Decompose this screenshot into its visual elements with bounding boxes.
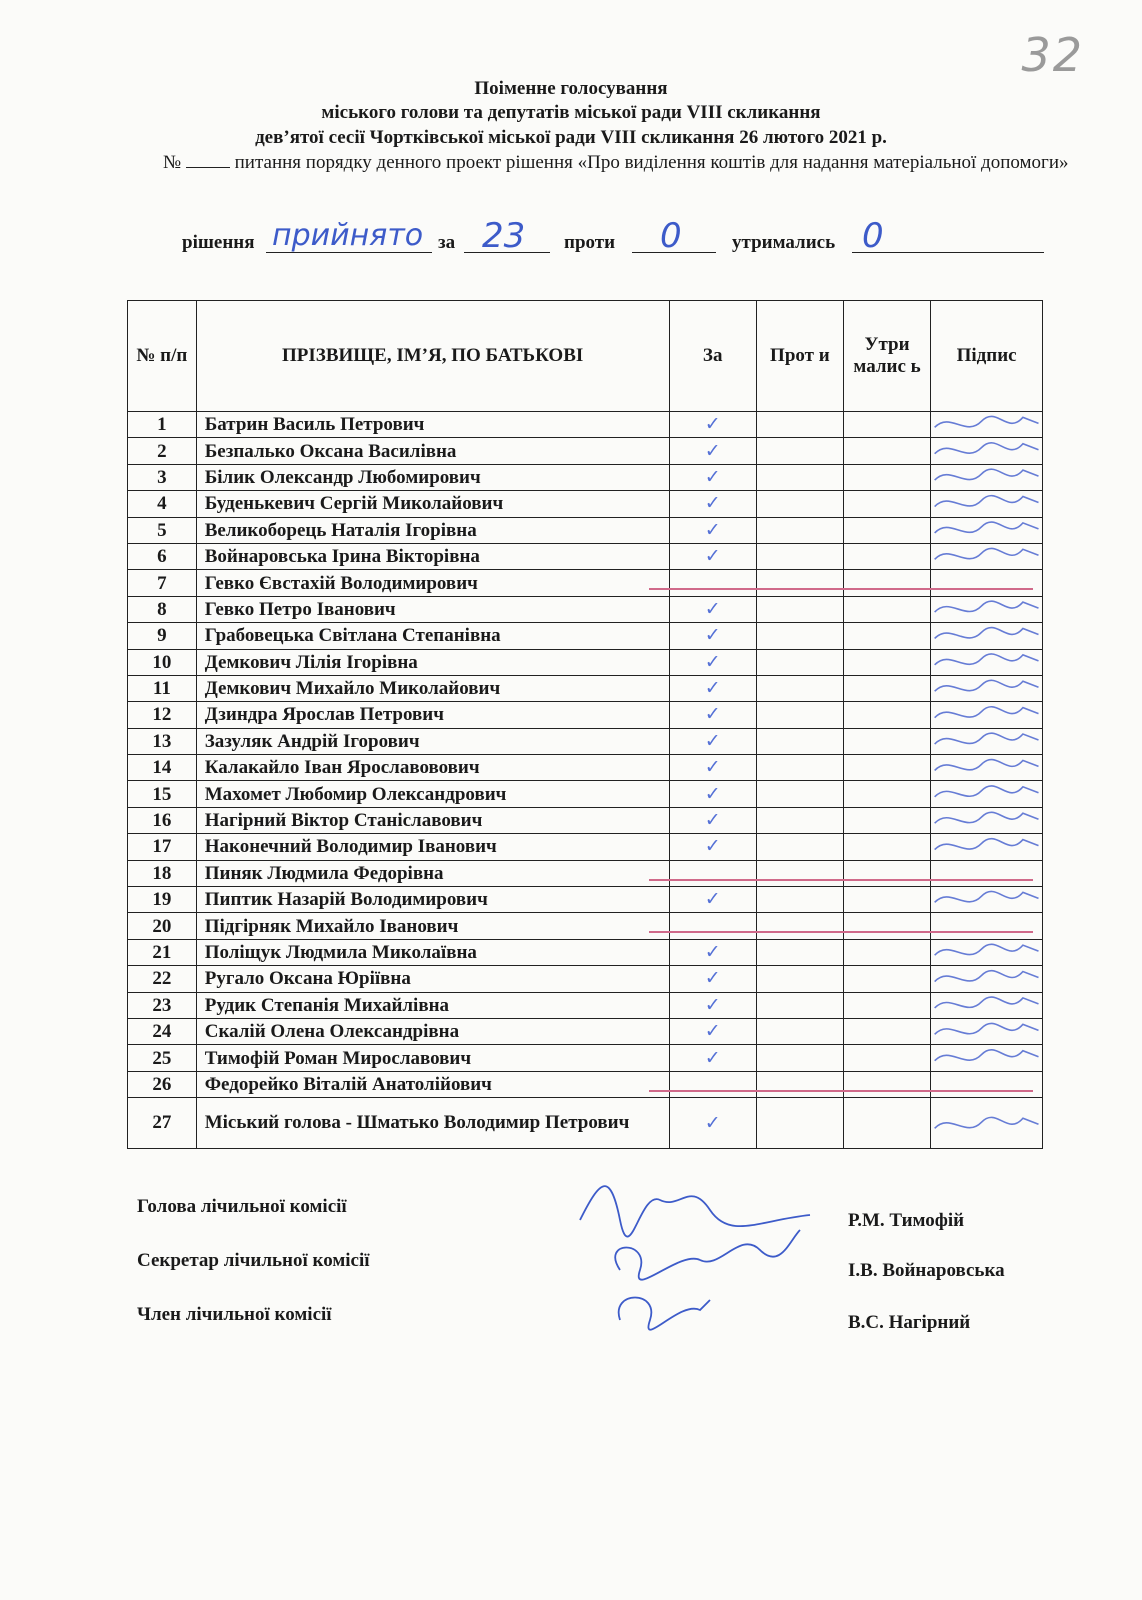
- row-name: Підгірняк Михайло Іванович: [196, 913, 669, 939]
- signature-cell: [931, 966, 1043, 992]
- header-number: № п/п: [128, 301, 197, 412]
- member-label: Член лічильної комісії: [137, 1304, 332, 1325]
- row-number: 6: [128, 543, 197, 569]
- decision-label: рішення: [182, 232, 255, 253]
- decision-value-handwritten: прийнято: [272, 218, 424, 253]
- row-number: 15: [128, 781, 197, 807]
- signature-cell: [931, 939, 1043, 965]
- table-row: [128, 412, 1043, 438]
- vote-abstained-cell: [843, 939, 930, 965]
- row-number: 23: [128, 992, 197, 1018]
- abstained-label: утримались: [732, 232, 836, 253]
- page-number: 32: [1021, 28, 1084, 82]
- signature-cell: [931, 781, 1043, 807]
- absent-strike-line: [649, 588, 1032, 590]
- table-row: [128, 517, 1043, 543]
- row-number: 13: [128, 728, 197, 754]
- vote-abstained-cell: [843, 966, 930, 992]
- vote-abstained-cell: [843, 755, 930, 781]
- question-text: питання порядку денного проект рішення «Про виділення коштів для надання матеріальної допомоги»: [234, 152, 1069, 173]
- signature-cell: [931, 913, 1043, 939]
- vote-table: [127, 300, 1043, 1149]
- signature-cell: [931, 517, 1043, 543]
- member-signature: [619, 1298, 710, 1330]
- vote-against-cell: [756, 1045, 843, 1071]
- table-row: [128, 702, 1043, 728]
- vote-for-mark: ✓: [669, 728, 756, 754]
- vote-against-cell: [756, 834, 843, 860]
- vote-abstained-cell: [843, 412, 930, 438]
- row-number: 5: [128, 517, 197, 543]
- signature-cell: [931, 491, 1043, 517]
- table-row: [128, 781, 1043, 807]
- vote-for-mark: ✓: [669, 834, 756, 860]
- against-label: проти: [564, 232, 616, 253]
- vote-against-cell: [756, 860, 843, 886]
- table-row: [128, 728, 1043, 754]
- row-name: Пиняк Людмила Федорівна: [196, 860, 669, 886]
- signature-cell: [931, 807, 1043, 833]
- table-row: [128, 438, 1043, 464]
- vote-for-mark: [669, 913, 756, 939]
- vote-against-cell: [756, 939, 843, 965]
- row-number: 19: [128, 887, 197, 913]
- vote-against-cell: [756, 596, 843, 622]
- signature-cell: [931, 728, 1043, 754]
- question-number-sign: №: [163, 152, 182, 173]
- row-name: Буденькевич Сергій Миколайович: [196, 491, 669, 517]
- vote-abstained-cell: [843, 1098, 930, 1149]
- vote-abstained-cell: [843, 596, 930, 622]
- header-for: За: [669, 301, 756, 412]
- table-row: [128, 913, 1043, 939]
- chair-label: Голова лічильної комісії: [137, 1196, 347, 1217]
- table-header-row: [128, 301, 1043, 412]
- table-row: [128, 939, 1043, 965]
- vote-against-cell: [756, 675, 843, 701]
- secretary-signature: [615, 1230, 800, 1280]
- title-line-1: Поіменне голосування: [474, 78, 668, 99]
- row-number: 1: [128, 412, 197, 438]
- vote-abstained-cell: [843, 1018, 930, 1044]
- signature-cell: [931, 543, 1043, 569]
- for-label: за: [438, 232, 456, 253]
- row-name: Поліщук Людмила Миколаївна: [196, 939, 669, 965]
- row-name: Федорейко Віталій Анатолійович: [196, 1071, 669, 1097]
- vote-abstained-cell: [843, 781, 930, 807]
- signature-cell: [931, 412, 1043, 438]
- vote-abstained-cell: [843, 438, 930, 464]
- vote-against-cell: [756, 966, 843, 992]
- row-name: Безпалько Оксана Василівна: [196, 438, 669, 464]
- vote-abstained-cell: [843, 887, 930, 913]
- row-number: 24: [128, 1018, 197, 1044]
- vote-for-mark: ✓: [669, 1098, 756, 1149]
- vote-for-mark: ✓: [669, 596, 756, 622]
- vote-against-cell: [756, 992, 843, 1018]
- against-underline: [632, 252, 716, 253]
- vote-against-cell: [756, 781, 843, 807]
- row-number: 18: [128, 860, 197, 886]
- vote-abstained-cell: [843, 464, 930, 490]
- vote-against-cell: [756, 623, 843, 649]
- vote-for-mark: ✓: [669, 517, 756, 543]
- row-name: Махомет Любомир Олександрович: [196, 781, 669, 807]
- vote-against-cell: [756, 913, 843, 939]
- table-row: [128, 755, 1043, 781]
- vote-for-mark: ✓: [669, 464, 756, 490]
- vote-against-cell: [756, 412, 843, 438]
- table-row: [128, 1098, 1043, 1149]
- absent-strike-line: [649, 1090, 1032, 1092]
- commission-signatures: [560, 1160, 860, 1360]
- table-row: [128, 834, 1043, 860]
- vote-for-mark: ✓: [669, 675, 756, 701]
- row-number: 7: [128, 570, 197, 596]
- header-name: ПРІЗВИЩЕ, ІМ’Я, ПО БАТЬКОВІ: [196, 301, 669, 412]
- vote-for-mark: ✓: [669, 755, 756, 781]
- row-name: Нагірний Віктор Станіславович: [196, 807, 669, 833]
- vote-abstained-cell: [843, 992, 930, 1018]
- vote-against-cell: [756, 807, 843, 833]
- secretary-name: І.В. Войнаровська: [848, 1260, 1005, 1281]
- vote-abstained-cell: [843, 860, 930, 886]
- vote-for-mark: ✓: [669, 939, 756, 965]
- row-number: 10: [128, 649, 197, 675]
- table-row: [128, 596, 1043, 622]
- row-name: Скалій Олена Олександрівна: [196, 1018, 669, 1044]
- table-row: [128, 649, 1043, 675]
- against-value-handwritten: 0: [660, 216, 682, 256]
- vote-abstained-cell: [843, 491, 930, 517]
- title-line-3: дев’ятої сесії Чортківської міської ради VIII скликання 26 лютого 2021 р.: [255, 127, 887, 148]
- decision-underline: [266, 252, 432, 253]
- vote-for-mark: ✓: [669, 491, 756, 517]
- vote-against-cell: [756, 570, 843, 596]
- signature-cell: [931, 860, 1043, 886]
- row-number: 2: [128, 438, 197, 464]
- vote-for-mark: ✓: [669, 649, 756, 675]
- vote-abstained-cell: [843, 834, 930, 860]
- row-name: Калакайло Іван Ярославовович: [196, 755, 669, 781]
- vote-for-mark: [669, 1071, 756, 1097]
- vote-for-mark: ✓: [669, 702, 756, 728]
- vote-against-cell: [756, 491, 843, 517]
- row-name: Батрин Василь Петрович: [196, 412, 669, 438]
- table-row: [128, 1045, 1043, 1071]
- vote-against-cell: [756, 728, 843, 754]
- signature-cell: [931, 1018, 1043, 1044]
- vote-against-cell: [756, 649, 843, 675]
- vote-abstained-cell: [843, 913, 930, 939]
- table-row: [128, 464, 1043, 490]
- vote-abstained-cell: [843, 807, 930, 833]
- vote-abstained-cell: [843, 570, 930, 596]
- header-signature: Підпис: [931, 301, 1043, 412]
- table-row: [128, 992, 1043, 1018]
- row-name: Демкович Лілія Ігорівна: [196, 649, 669, 675]
- vote-against-cell: [756, 702, 843, 728]
- signature-cell: [931, 675, 1043, 701]
- row-name: Зазуляк Андрій Ігорович: [196, 728, 669, 754]
- table-row: [128, 570, 1043, 596]
- vote-abstained-cell: [843, 517, 930, 543]
- chair-signature: [580, 1186, 810, 1236]
- signature-cell: [931, 702, 1043, 728]
- secretary-label: Секретар лічильної комісії: [137, 1250, 370, 1271]
- table-row: [128, 623, 1043, 649]
- row-name: Дзиндра Ярослав Петрович: [196, 702, 669, 728]
- vote-against-cell: [756, 543, 843, 569]
- vote-against-cell: [756, 887, 843, 913]
- row-name: Демкович Михайло Миколайович: [196, 675, 669, 701]
- row-number: 14: [128, 755, 197, 781]
- vote-for-mark: ✓: [669, 438, 756, 464]
- table-row: [128, 807, 1043, 833]
- absent-strike-line: [649, 879, 1032, 881]
- row-number: 4: [128, 491, 197, 517]
- row-name: Білик Олександр Любомирович: [196, 464, 669, 490]
- table-row: [128, 491, 1043, 517]
- signature-cell: [931, 834, 1043, 860]
- row-number: 12: [128, 702, 197, 728]
- row-number: 16: [128, 807, 197, 833]
- header-abstained: Утри малис ь: [843, 301, 930, 412]
- vote-against-cell: [756, 1018, 843, 1044]
- absent-strike-line: [649, 931, 1032, 933]
- abstained-underline: [852, 252, 1044, 253]
- vote-against-cell: [756, 438, 843, 464]
- vote-against-cell: [756, 755, 843, 781]
- vote-against-cell: [756, 464, 843, 490]
- table-row: [128, 860, 1043, 886]
- signature-cell: [931, 1045, 1043, 1071]
- table-row: [128, 543, 1043, 569]
- for-underline: [464, 252, 550, 253]
- row-number: 20: [128, 913, 197, 939]
- vote-for-mark: ✓: [669, 623, 756, 649]
- vote-abstained-cell: [843, 623, 930, 649]
- vote-against-cell: [756, 1071, 843, 1097]
- row-name: Міський голова - Шматько Володимир Петрович: [196, 1098, 669, 1149]
- row-name: Войнаровська Ірина Вікторівна: [196, 543, 669, 569]
- vote-for-mark: ✓: [669, 781, 756, 807]
- row-name: Тимофій Роман Мирославович: [196, 1045, 669, 1071]
- vote-abstained-cell: [843, 1071, 930, 1097]
- row-number: 27: [128, 1098, 197, 1149]
- vote-for-mark: ✓: [669, 807, 756, 833]
- vote-for-mark: ✓: [669, 887, 756, 913]
- signature-cell: [931, 438, 1043, 464]
- row-name: Ругало Оксана Юріївна: [196, 966, 669, 992]
- decision-line: [182, 216, 1082, 262]
- row-name: Наконечний Володимир Іванович: [196, 834, 669, 860]
- question-number-blank: [186, 151, 230, 168]
- vote-for-mark: [669, 860, 756, 886]
- vote-abstained-cell: [843, 702, 930, 728]
- signature-cell: [931, 649, 1043, 675]
- row-number: 9: [128, 623, 197, 649]
- row-number: 26: [128, 1071, 197, 1097]
- vote-for-mark: ✓: [669, 966, 756, 992]
- row-number: 22: [128, 966, 197, 992]
- for-value-handwritten: 23: [482, 216, 526, 256]
- row-name: Рудик Степанія Михайлівна: [196, 992, 669, 1018]
- vote-for-mark: ✓: [669, 412, 756, 438]
- row-name: Гевко Петро Іванович: [196, 596, 669, 622]
- table-row: [128, 1071, 1043, 1097]
- row-name: Гевко Євстахій Володимирович: [196, 570, 669, 596]
- table-row: [128, 887, 1043, 913]
- header-against: Прот и: [756, 301, 843, 412]
- table-row: [128, 966, 1043, 992]
- abstained-value-handwritten: 0: [862, 216, 884, 256]
- row-number: 17: [128, 834, 197, 860]
- vote-against-cell: [756, 1098, 843, 1149]
- chair-name: Р.М. Тимофій: [848, 1210, 965, 1231]
- row-name: Грабовецька Світлана Степанівна: [196, 623, 669, 649]
- row-number: 3: [128, 464, 197, 490]
- vote-against-cell: [756, 517, 843, 543]
- row-name: Пиптик Назарій Володимирович: [196, 887, 669, 913]
- signature-cell: [931, 596, 1043, 622]
- vote-abstained-cell: [843, 675, 930, 701]
- vote-abstained-cell: [843, 1045, 930, 1071]
- row-number: 8: [128, 596, 197, 622]
- row-name: Великоборець Наталія Ігорівна: [196, 517, 669, 543]
- vote-abstained-cell: [843, 649, 930, 675]
- signature-cell: [931, 623, 1043, 649]
- table-row: [128, 675, 1043, 701]
- signature-cell: [931, 1098, 1043, 1149]
- vote-for-mark: [669, 570, 756, 596]
- signature-cell: [931, 755, 1043, 781]
- signature-cell: [931, 1071, 1043, 1097]
- vote-for-mark: ✓: [669, 1045, 756, 1071]
- member-name: В.С. Нагірний: [848, 1312, 971, 1333]
- question-line: [163, 151, 1091, 175]
- table-row: [128, 1018, 1043, 1044]
- signature-cell: [931, 887, 1043, 913]
- vote-abstained-cell: [843, 728, 930, 754]
- title-line-2: міського голови та депутатів міської ради VIII скликання: [321, 102, 821, 123]
- vote-abstained-cell: [843, 543, 930, 569]
- row-number: 11: [128, 675, 197, 701]
- vote-for-mark: ✓: [669, 543, 756, 569]
- row-number: 21: [128, 939, 197, 965]
- signature-cell: [931, 464, 1043, 490]
- vote-for-mark: ✓: [669, 992, 756, 1018]
- vote-for-mark: ✓: [669, 1018, 756, 1044]
- row-number: 25: [128, 1045, 197, 1071]
- signature-cell: [931, 992, 1043, 1018]
- signature-cell: [931, 570, 1043, 596]
